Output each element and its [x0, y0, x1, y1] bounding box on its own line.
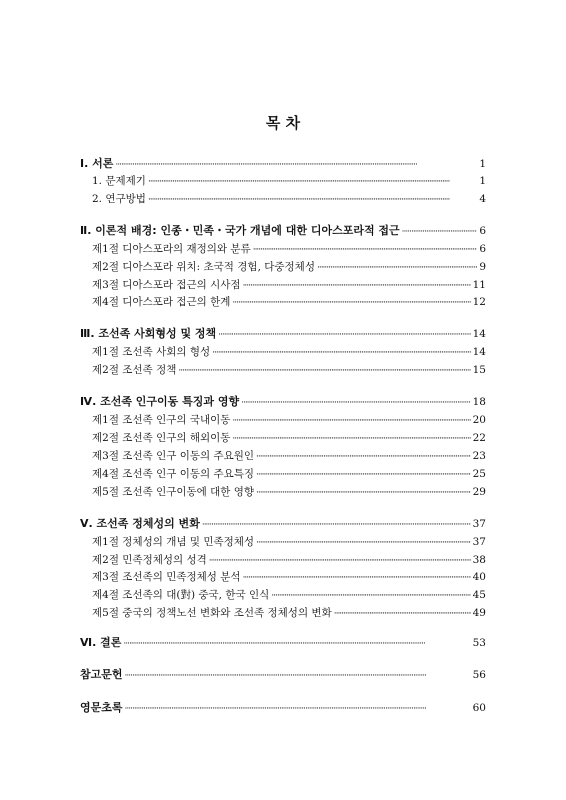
toc-entry[interactable]: [80, 533, 486, 549]
toc-entry-label: 1. 문제제기: [92, 175, 146, 187]
dot-leader: [253, 244, 478, 256]
toc-entry-label: 제3절 조선족 인구 이동의 주요원인: [92, 450, 255, 462]
toc-entry[interactable]: [80, 190, 486, 206]
dot-leader: [256, 469, 471, 481]
toc-entry-label: 제3절 디아스포라 접근의 시사점: [92, 279, 241, 291]
toc-entry-page: 15: [472, 364, 486, 376]
toc-entry-page: 49: [472, 607, 486, 619]
toc-entry-label: 2. 연구방법: [92, 193, 146, 205]
toc-entry[interactable]: [80, 568, 486, 584]
toc-entry-label: 제2절 조선족 인구의 해외이동: [92, 432, 231, 444]
toc-entry[interactable]: [80, 393, 486, 409]
toc-entry[interactable]: [80, 699, 486, 715]
toc-entry-page: 25: [472, 468, 486, 480]
toc-entry-label: Ⅲ. 조선족 사회형성 및 정책: [80, 327, 217, 340]
toc-entry[interactable]: [80, 411, 486, 427]
toc-entry[interactable]: [80, 634, 486, 650]
toc-entry[interactable]: [80, 276, 486, 292]
toc-entry[interactable]: [80, 293, 486, 309]
toc-entry-label: Ⅱ. 이론적 배경: 인종・민족・국가 개념에 대한 디아스포라적 접근: [80, 224, 400, 237]
toc-entry[interactable]: [80, 586, 486, 602]
toc-entry[interactable]: [80, 222, 486, 238]
toc-entry[interactable]: [80, 604, 486, 620]
dot-leader: [209, 555, 471, 567]
toc-entry-label: Ⅳ. 조선족 인구이동 특징과 영향: [80, 395, 240, 408]
toc-entry[interactable]: [80, 465, 486, 481]
dot-leader: [212, 347, 471, 359]
toc-entry-label: 제4절 조선족 인구 이동의 주요특징: [92, 468, 255, 480]
dot-leader: [317, 262, 477, 274]
dot-leader: [256, 487, 471, 499]
toc-entry[interactable]: [80, 155, 486, 171]
toc-entry[interactable]: [80, 258, 486, 274]
dot-leader: [256, 451, 471, 463]
toc-entry-page: 9: [479, 261, 486, 273]
toc-entry-label: 제4절 디아스포라 접근의 한계: [92, 296, 231, 308]
toc-entry-label: 제2절 조선족 정책: [92, 364, 177, 376]
toc-entry[interactable]: [80, 361, 486, 377]
toc-entry-page: 1: [479, 175, 486, 187]
toc-entry[interactable]: [80, 515, 486, 531]
toc-entry[interactable]: [80, 172, 486, 188]
toc-entry-page: 60: [472, 702, 486, 714]
toc-entry-page: 18: [472, 396, 486, 408]
toc-entry-page: 40: [472, 571, 486, 583]
dot-leader: [232, 415, 470, 427]
toc-entry-page: 23: [472, 450, 486, 462]
toc-entry-page: 12: [472, 296, 486, 308]
toc-entry-page: 20: [472, 414, 486, 426]
toc-entry-page: 1: [479, 158, 486, 170]
toc-entry-page: 14: [472, 346, 486, 358]
toc-entry[interactable]: [80, 240, 486, 256]
dot-leader: [148, 176, 477, 188]
dot-leader: [123, 638, 470, 650]
toc-entry-label: Ⅰ. 서론: [80, 157, 114, 170]
toc-entry-page: 4: [479, 193, 486, 205]
dot-leader: [125, 670, 471, 682]
dot-leader: [218, 329, 470, 341]
dot-leader: [148, 194, 477, 206]
dot-leader: [334, 608, 471, 620]
toc-entry-page: 14: [472, 328, 486, 340]
toc-entry-label: 제1절 조선족 사회의 형성: [92, 346, 211, 358]
toc-entry-page: 38: [472, 554, 486, 566]
toc-entry[interactable]: [80, 429, 486, 445]
dot-leader: [125, 703, 471, 715]
toc-entry-page: 22: [472, 432, 486, 444]
toc-entry-page: 45: [472, 589, 486, 601]
toc-entry-label: 참고문헌: [80, 668, 123, 681]
toc-entry-page: 56: [472, 669, 486, 681]
dot-leader: [243, 280, 471, 292]
toc-entry-label: Ⅴ. 조선족 정체성의 변화: [80, 517, 200, 530]
toc-entry-page: 37: [472, 518, 486, 530]
toc-entry-page: 11: [472, 279, 486, 291]
toc-entry[interactable]: [80, 483, 486, 499]
dot-leader: [202, 519, 471, 531]
toc-entry-page: 37: [472, 536, 486, 548]
toc-entry-label: 제4절 조선족의 대(對) 중국, 한국 인식: [92, 589, 270, 601]
toc-entry-label: 제1절 디아스포라의 재정의와 분류: [92, 243, 251, 255]
dot-leader: [115, 159, 477, 171]
toc-entry[interactable]: [80, 551, 486, 567]
dot-leader: [256, 537, 471, 549]
toc-entry-label: 영문초록: [80, 701, 123, 714]
toc-entry-label: 제3절 조선족의 민족정체성 분석: [92, 571, 241, 583]
dot-leader: [243, 572, 471, 584]
toc-entry[interactable]: [80, 447, 486, 463]
toc-entry-label: 제2절 민족정체성의 성격: [92, 554, 207, 566]
toc-entry[interactable]: [80, 343, 486, 359]
toc-entry[interactable]: [80, 666, 486, 682]
toc-entry-label: 제5절 조선족 인구이동에 대한 영향: [92, 486, 255, 498]
toc-entry-label: 제1절 정체성의 개념 및 민족정체성: [92, 536, 255, 548]
dot-leader: [232, 433, 470, 445]
dot-leader: [402, 226, 478, 238]
toc-entry-label: Ⅵ. 결론: [80, 636, 122, 649]
toc-entry-page: 6: [479, 225, 486, 237]
dot-leader: [232, 297, 470, 309]
dot-leader: [178, 365, 470, 377]
toc-entry-page: 6: [479, 243, 486, 255]
toc-entry-label: 제2절 디아스포라 위치: 초국적 경험, 다중정체성: [92, 261, 315, 273]
toc-entry-label: 제5절 중국의 정책노선 변화와 조선족 정체성의 변화: [92, 607, 332, 619]
toc-entry-page: 29: [472, 486, 486, 498]
toc-entry-page: 53: [472, 637, 486, 649]
dot-leader: [271, 590, 470, 602]
page-title: 목 차: [265, 114, 301, 132]
dot-leader: [241, 397, 471, 409]
toc-entry-label: 제1절 조선족 인구의 국내이동: [92, 414, 231, 426]
toc-entry[interactable]: [80, 325, 486, 341]
